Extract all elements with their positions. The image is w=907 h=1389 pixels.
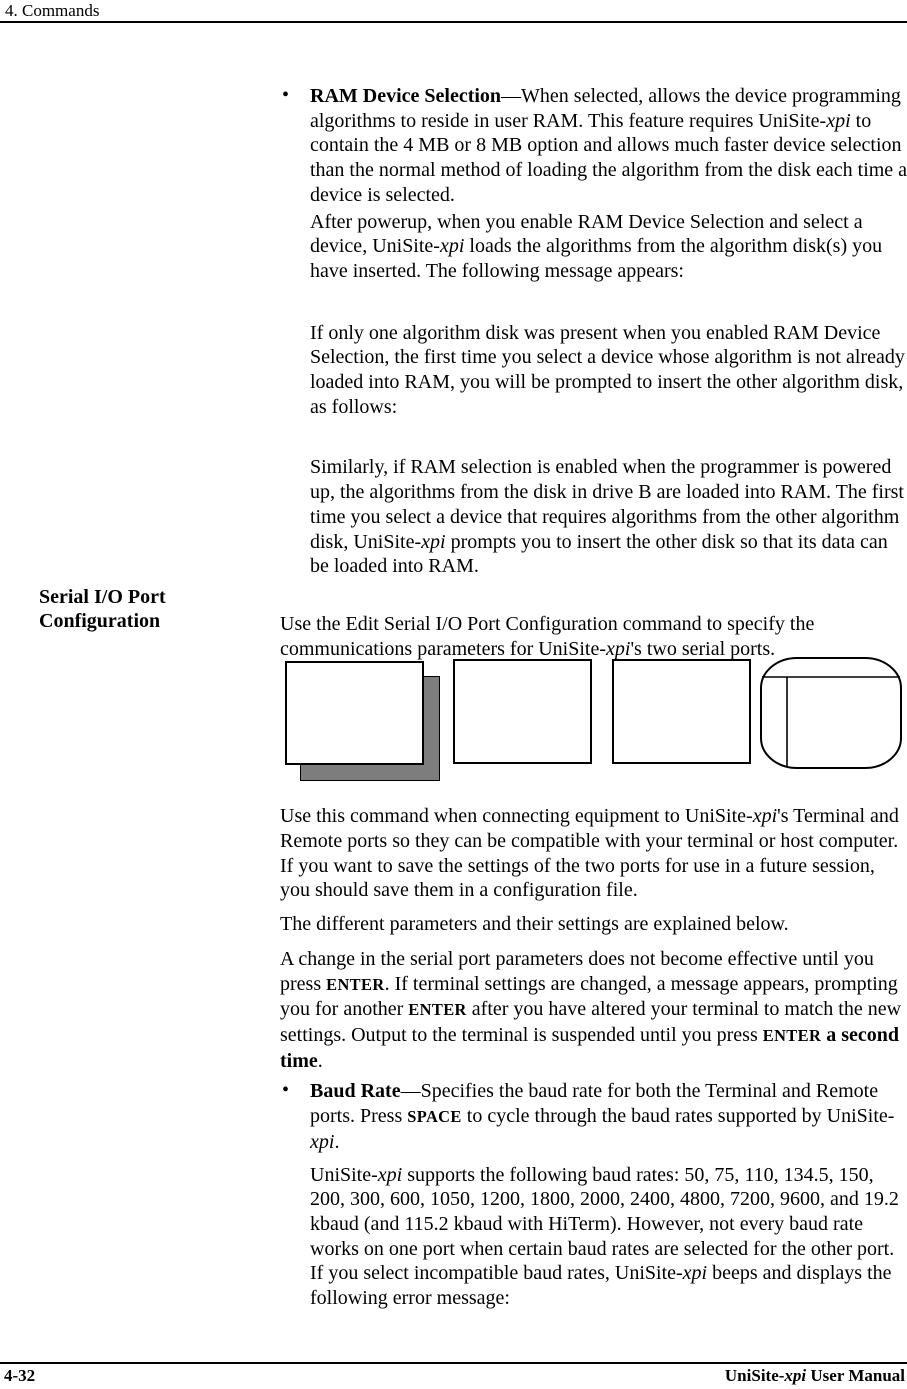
blank-panel-figure bbox=[453, 659, 592, 764]
paragraph-similarly: Similarly, if RAM selection is enabled when the programmer is powered up, the algorithms from the disk in drive B are loaded into RAM. The first time you select a device that requires algorithms from the other algorithm disk, UniSite-xpi prompts you to insert the other disk so that its data can be loaded into RAM. bbox=[310, 456, 904, 578]
bullet-icon: • bbox=[282, 1079, 290, 1102]
paragraph-after-powerup: After powerup, when you enable RAM Device Selection and select a device, UniSite-xpi loads the algorithms from the algorithm disk(s) you have inserted. The following message appears: bbox=[310, 210, 883, 282]
bullet-text: Baud Rate—Specifies the baud rate for both the Terminal and Remote ports. Press SPACE to cycle through the baud rates supported by UniSite-xpi. bbox=[310, 1080, 895, 1153]
paragraph-parameters-explained: The different parameters and their settings are explained below. bbox=[280, 913, 789, 936]
paragraph-use-this-command: Use this command when connecting equipment to UniSite-xpi's Terminal and Remote ports so they can be compatible with your terminal or host computer. If you want to save the settings of the two ports for use in a future session, you should save them in a configuration file. bbox=[280, 805, 899, 902]
paragraph-use-the-edit-command: Use the Edit Serial I/O Port Configuration command to specify the communications parameters for UniSite-xpi's two serial ports. bbox=[280, 612, 815, 660]
bullet-text: RAM Device Selection—When selected, allows the device programming algorithms to reside in user RAM. This feature requires UniSite-xpi to contain the 4 MB or 8 MB option and allows much faster device selection than the normal method of loading the algorithm from the disk each time a device is selected. bbox=[310, 85, 907, 206]
bullet-item-baud-rate bbox=[280, 1079, 907, 1154]
running-header: 4. Commands bbox=[5, 1, 100, 20]
section-heading-serial-io-port-configuration: Serial I/O Port Configuration bbox=[39, 585, 166, 632]
page-number: 4-32 bbox=[4, 1366, 36, 1385]
paragraph-change-serial-parameters: A change in the serial port parameters does not become effective until you press ENTER. If terminal settings are changed, a message appears, prompting you for another ENTER after you have altered your terminal to match the new settings. Output to the terminal is suspended until you press ENTER a second time. bbox=[280, 947, 902, 1072]
paragraph-one-algorithm-disk: If only one algorithm disk was present when you enabled RAM Device Selection, the first time you select a device whose algorithm is not already loaded into RAM, you will be prompted to insert the other algorithm disk, as follows: bbox=[310, 321, 905, 418]
bullet-icon: • bbox=[282, 84, 290, 106]
manual-title: UniSite-xpi User Manual bbox=[724, 1366, 905, 1385]
bullet-item-ram-device-selection bbox=[280, 84, 907, 208]
panel-with-drop-shadow-figure bbox=[285, 661, 424, 765]
blank-panel-figure bbox=[612, 659, 751, 764]
footer-rule bbox=[0, 1362, 907, 1364]
serial-io-section bbox=[39, 585, 907, 661]
rounded-terminal-outline-figure bbox=[758, 655, 904, 773]
paragraph-supported-baud-rates: UniSite-xpi supports the following baud rates: 50, 75, 110, 134.5, 150, 200, 300, 600, 1050, 1200, 1800, 2000, 2400, 4800, 7200, 9600, and 19.2 kbaud (and 115.2 kbaud with HiTerm). However, not every baud rate works on one port when certain baud rates are selected for the other port. If you select incompatible baud rates, UniSite-xpi beeps and displays the following error message: bbox=[310, 1163, 899, 1310]
serial-port-figure-row bbox=[280, 655, 907, 783]
